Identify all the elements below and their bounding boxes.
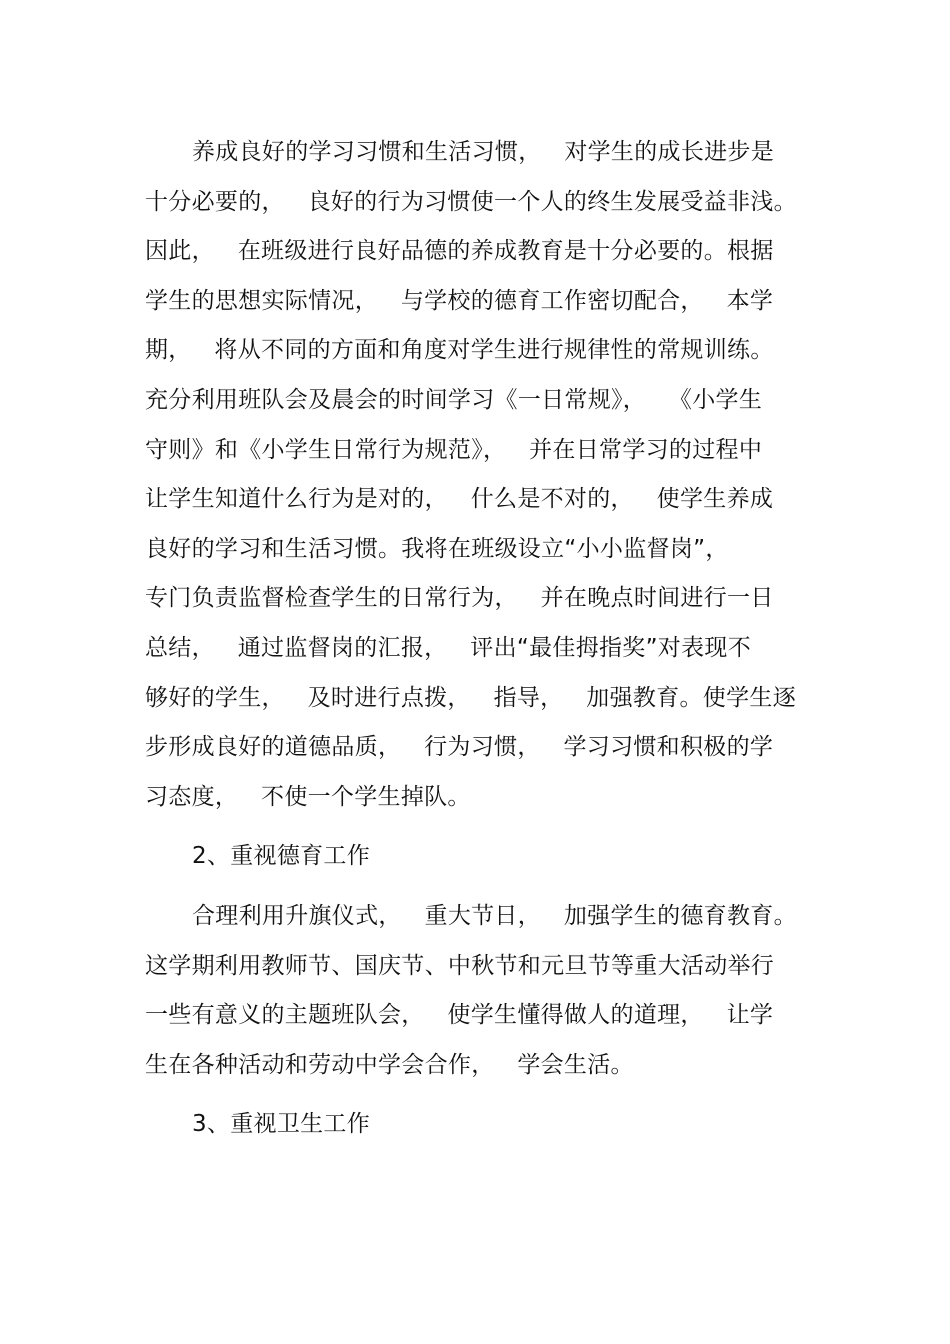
text-line: 守则》和《小学生日常行为规范》， 并在日常学习的过程中: [145, 436, 763, 463]
text-line: 合理利用升旗仪式， 重大节日， 加强学生的德育教育。: [192, 902, 797, 929]
text-line: 总结， 通过监督岗的汇报， 评出“最佳拇指奖”对表现不: [145, 634, 751, 661]
text-line: 习态度， 不使一个学生掉队。: [145, 783, 471, 810]
text-line: 学生的思想实际情况， 与学校的德育工作密切配合， 本学: [145, 287, 774, 314]
text-line: 步形成良好的道德品质， 行为习惯， 学习习惯和积极的学: [145, 734, 774, 761]
text-line: 十分必要的， 良好的行为习惯使一个人的终生发展受益非浅。: [145, 188, 797, 215]
text-line: 让学生知道什么行为是对的， 什么是不对的， 使学生养成: [145, 486, 774, 513]
text-line: 因此， 在班级进行良好品德的养成教育是十分必要的。根据: [145, 238, 774, 265]
text-line: 充分利用班队会及晨会的时间学习《一日常规》， 《小学生: [145, 386, 763, 413]
paragraph-moral-education: [145, 892, 810, 1090]
document-body: [145, 128, 810, 1150]
text-line: 一些有意义的主题班队会， 使学生懂得做人的道理， 让学: [145, 1002, 774, 1029]
text-line: 够好的学生， 及时进行点拨， 指导， 加强教育。使学生逐: [145, 684, 796, 711]
text-line: 养成良好的学习习惯和生活习惯， 对学生的成长进步是: [192, 139, 775, 165]
text-line: 期， 将从不同的方面和角度对学生进行规律性的常规训练。: [145, 337, 774, 364]
section-heading-hygiene: 3、重视卫生工作: [192, 1111, 371, 1138]
text-line: 专门负责监督检查学生的日常行为， 并在晚点时间进行一日: [145, 585, 774, 612]
text-line: 良好的学习和生活习惯。我将在班级设立“小小监督岗”，: [145, 535, 729, 562]
text-line: 生在各种活动和劳动中学会合作， 学会生活。: [145, 1051, 634, 1078]
section-heading-moral-education: 2、重视德育工作: [192, 843, 371, 870]
paragraph-habits: [145, 128, 810, 822]
text-line: 这学期利用教师节、国庆节、中秋节和元旦节等重大活动举行: [145, 952, 775, 979]
